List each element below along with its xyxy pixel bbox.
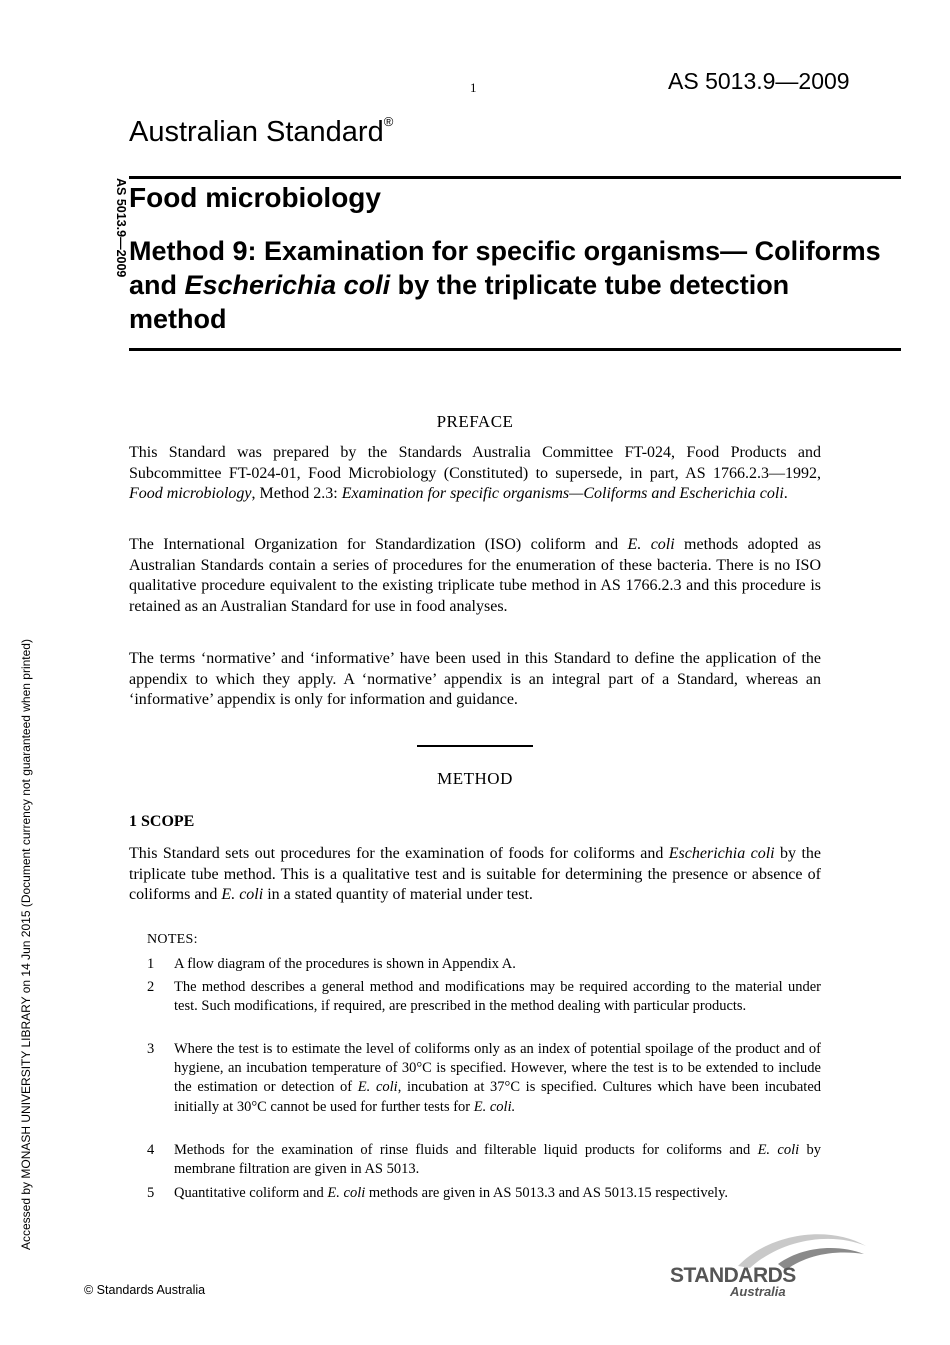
- series-title-text: Australian Standard: [129, 116, 384, 148]
- page-number: 1: [470, 80, 477, 95]
- logo-wordmark: STANDARDS: [670, 1264, 796, 1287]
- registered-mark: ®: [383, 114, 394, 129]
- logo-subtext: Australia: [730, 1284, 786, 1299]
- note-text: [174, 1184, 821, 1203]
- text-run: , incubation at 37°C is specified. Cultures which have been incubated initially at 30°C cannot be used for further tests for: [174, 1079, 822, 1115]
- note-text: A flow diagram of the procedures is shown in Appendix A.: [174, 956, 516, 972]
- note-text: [174, 1141, 821, 1179]
- text-run-italic: E. coli: [327, 1185, 366, 1201]
- notes-label: NOTES:: [147, 932, 198, 947]
- text-run: Methods for the examination of rinse fluids and filterable liquid products for coliforms and: [174, 1142, 758, 1158]
- access-notice: Accessed by MONASH UNIVERSITY LIBRARY on 14 Jun 2015 (Document currency not guaranteed when printed): [19, 639, 33, 1250]
- text-run: methods adopted as Australian Standards contain a series of procedures for the enumeration of these bacteria. There is no ISO qualitative procedure equivalent to the existing triplicate tube method in AS 1766.2.3 and this procedure is retained as an Australian Standard for use in food analyses.: [129, 536, 822, 616]
- preface-paragraph-2: [129, 535, 821, 618]
- text-run-italic: Food microbiology: [129, 485, 252, 503]
- method-title: [129, 234, 889, 336]
- note-number: 1: [147, 956, 155, 972]
- note-number: 2: [147, 979, 155, 995]
- scope-heading: 1 SCOPE: [129, 813, 195, 830]
- method-title-part1: Method 9: Examination for specific organisms— Coliforms and: [129, 236, 881, 300]
- text-run: .: [783, 485, 788, 503]
- copyright-notice: © Standards Australia: [84, 1283, 206, 1297]
- text-run-italic: Examination for specific organisms—Coliforms and Escherichia coli: [341, 485, 784, 503]
- note-text: The method describes a general method and modifications may be required according to the material under test. Such modifications, if required, are prescribed in the method dealing with particular products.: [174, 979, 821, 1015]
- preface-heading: PREFACE: [436, 412, 514, 431]
- note-item: [147, 1141, 821, 1179]
- note-item: [147, 1184, 821, 1203]
- text-run: The International Organization for Standardization (ISO) coliform and: [129, 536, 628, 553]
- note-item: [147, 955, 821, 974]
- title-rule-top: [129, 176, 901, 179]
- method-heading: METHOD: [437, 769, 513, 788]
- method-title-part2: by the triplicate tube detection method: [129, 270, 790, 334]
- text-run: This Standard was prepared by the Standards Australia Committee FT-024, Food Products and Subcommittee FT-024-01, Food Microbiology (Constituted) to supersede, in part, AS 1766.2.3—1992,: [129, 444, 821, 482]
- spine-label: AS 5013.9—2009: [114, 178, 128, 278]
- series-title: [129, 116, 393, 149]
- text-run-italic: E. coli: [627, 536, 675, 553]
- method-title-organism: Escherichia coli: [184, 270, 391, 300]
- text-run-italic: E. coli.: [473, 1098, 516, 1115]
- text-run: in a stated quantity of material under test.: [263, 886, 533, 904]
- preface-paragraph-3: The terms ‘normative’ and ‘informative’ have been used in this Standard to define the application of the appendix to which they apply. A ‘normative’ appendix is an integral part of a Standard, whereas an ‘informative’ appendix is only for information and guidance.: [129, 650, 821, 709]
- note-number: 4: [147, 1142, 155, 1158]
- preface-paragraph-1: [129, 443, 821, 505]
- note-number: 3: [147, 1041, 155, 1057]
- note-item: [147, 978, 821, 1016]
- text-run: methods are given in AS 5013.3 and AS 5013.15 respectively.: [365, 1185, 729, 1201]
- text-run-italic: E. coli: [221, 886, 264, 904]
- text-run-italic: E. coli: [357, 1079, 398, 1096]
- text-run-italic: E. coli: [757, 1142, 800, 1158]
- note-text: [174, 1040, 821, 1117]
- text-run: This Standard sets out procedures for the examination of foods for coliforms and: [129, 845, 669, 862]
- text-run: by the triplicate tube method. This is a qualitative test and is suitable for determining the presence or absence of coliforms and: [129, 845, 822, 904]
- note-item: [147, 1040, 821, 1117]
- text-run: , Method 2.3:: [251, 485, 342, 503]
- text-run-italic: Escherichia coli: [668, 845, 775, 862]
- standards-australia-logo: [668, 1224, 868, 1300]
- title-rule-bottom: [129, 348, 901, 351]
- section-divider: [417, 745, 533, 747]
- note-number: 5: [147, 1185, 155, 1201]
- standard-number: AS 5013.9—2009: [668, 68, 850, 94]
- document-title: Food microbiology: [129, 182, 381, 213]
- text-run: Quantitative coliform and: [174, 1185, 328, 1201]
- scope-paragraph: [129, 844, 821, 906]
- text-run: Where the test is to estimate the level of coliforms only as an index of potential spoilage of the product and of hygiene, an incubation temperature of 30°C is specified. However, where the test is to be extended to include the estimation or detection of: [174, 1041, 821, 1096]
- text-run: by membrane filtration are given in AS 5013.: [174, 1142, 821, 1178]
